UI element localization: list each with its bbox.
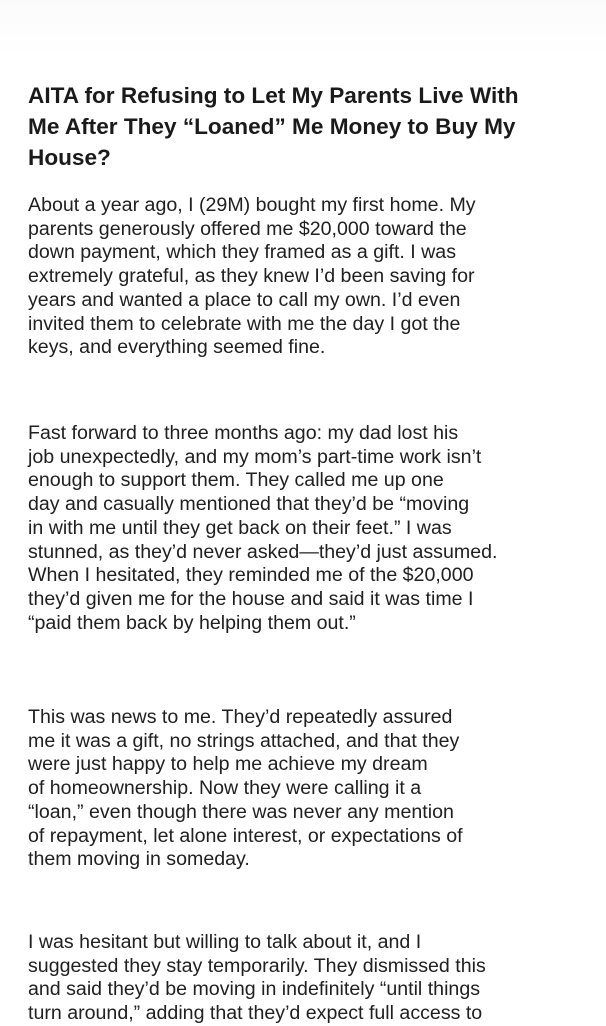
- top-background: [0, 0, 606, 60]
- story-paragraph-2: Fast forward to three months ago: my dad lost his job unexpectedly, and my mom’s part-time work isn’t enough to support them. They called me up one day and casually mentioned that they’d be “moving in with me until they get back on their feet.” I was stunned, as they’d never asked—they’d just assumed. When I hesitated, they reminded me of the $20,000 they’d given me for the house and said it was time I “paid them back by helping them out.”: [28, 422, 498, 634]
- story-paragraph-3: This was news to me. They’d repeatedly assured me it was a gift, no strings attached, and that they were just happy to help me achieve my dream of homeownership. Now they were calling it a “loan,” even though there was never any mention of repayment, let alone interest, or expectations of them moving in someday.: [28, 706, 463, 871]
- story-paragraph-4: I was hesitant but willing to talk about it, and I suggested they stay temporarily. They dismissed this and said they’d be moving in indefinitely “until things turn around,” adding that they’d expect full access to: [28, 931, 486, 1025]
- post-title: AITA for Refusing to Let My Parents Live With Me After They “Loaned” Me Money to Buy My House?: [28, 83, 519, 170]
- story-paragraph-1: About a year ago, I (29M) bought my first home. My parents generously offered me $20,000 toward the down payment, which they framed as a gift. I was extremely grateful, as they knew I’d been saving for years and wanted a place to call my own. I’d even invited them to celebrate with me the day I got the keys, and everything seemed fine.: [28, 194, 476, 359]
